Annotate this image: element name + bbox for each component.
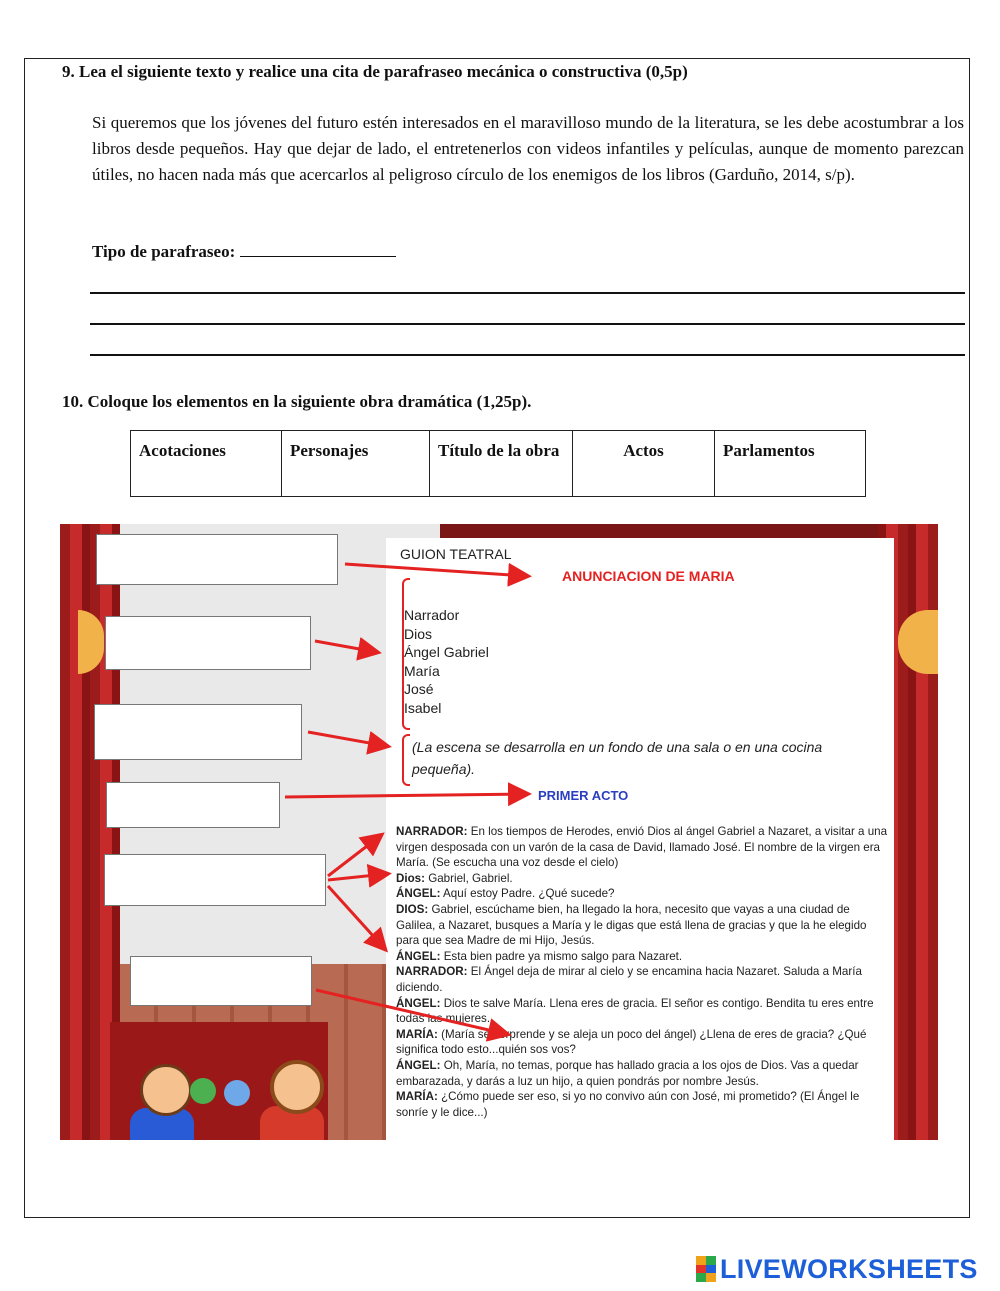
cast-item: José (404, 681, 434, 698)
elements-table (130, 430, 866, 497)
question-9-passage: Si queremos que los jóvenes del futuro estén interesados en el maravilloso mundo de la literatura, se les debe acostumbrar a los libros desde pequeños. Hay que dejar de lado, el entretenerlos con videos infantiles y películas, aunque de momento parezcan útiles, no hacen nada más que acercarlos al peligroso círculo de los enemigos de los libros (Garduño, 2014, s/p). (92, 113, 964, 184)
dialogue-line: ÁNGEL: Dios te salve María. Llena eres de gracia. El señor es contigo. Bendita tu eres entre todas las mujeres. (396, 996, 874, 1026)
arrows-overlay (60, 524, 938, 1140)
arrow (315, 641, 376, 652)
dialogue-line: ÁNGEL: Aquí estoy Padre. ¿Qué sucede? (396, 887, 615, 901)
arrow (328, 874, 386, 880)
dialogue-line: MARÍA: (María se sorprende y se aleja un poco del ángel) ¿Llena de eres de gracia? ¿Qué significa todo esto...quién sos vos? (396, 1027, 867, 1057)
arrow (308, 732, 386, 746)
script-play-title: ANUNCIACION DE MARIA (562, 568, 735, 584)
option-acotaciones[interactable]: Acotaciones (131, 431, 282, 497)
cast-item: Isabel (404, 699, 442, 716)
arrow (285, 794, 526, 797)
arrow (345, 564, 526, 576)
option-personajes[interactable]: Personajes (282, 431, 430, 497)
liveworksheets-logo-icon (696, 1256, 716, 1282)
cast-item: María (404, 662, 440, 679)
liveworksheets-logo (696, 1253, 978, 1285)
paraphrase-type-label: Tipo de parafraseo: (92, 242, 236, 261)
dialogue-line: ÁNGEL: Esta bien padre ya mismo salgo para Nazaret. (396, 949, 683, 963)
dialogue-line: NARRADOR: En los tiempos de Herodes, envió Dios al ángel Gabriel a Nazaret, a visitar a una virgen desposada con un varón de la casa de David, llamado José. El nombre de la virgen era María. (Se escucha una voz desde el cielo) (396, 825, 888, 870)
dialogue-line: MARÍA: ¿Cómo puede ser eso, si yo no convivo aún con José, mi prometido? (El Ángel le sonríe y le dice...) (396, 1090, 860, 1119)
option-parlamentos[interactable]: Parlamentos (715, 431, 866, 497)
dialogue-line: ÁNGEL: Oh, María, no temas, porque has hallado gracia a los ojos de Dios. Vas a quedar embarazada, y darás a luz un hijo, a quien pondrás por nombre Jesús. (396, 1058, 859, 1088)
paraphrase-type-blank[interactable] (240, 240, 396, 257)
question-9-title: 9. Lea el siguiente texto y realice una cita de parafraseo mecánica o constructiva (0,5p) (62, 62, 688, 81)
option-actos[interactable]: Actos (573, 431, 715, 497)
question-10-title: 10. Coloque los elementos en la siguiente obra dramática (1,25p). (62, 392, 532, 411)
cast-item: Ángel Gabriel (404, 644, 489, 661)
paraphrase-type-row (92, 240, 396, 262)
stage-direction: (La escena se desarrolla en un fondo de una sala o en una cocina pequeña). (412, 739, 823, 777)
script-heading: GUION TEATRAL (400, 546, 512, 562)
arrow (316, 990, 506, 1034)
answer-line-1[interactable] (90, 292, 965, 294)
dialogue-line: Dios: Gabriel, Gabriel. (396, 871, 513, 885)
arrow (328, 836, 380, 876)
act-label: PRIMER ACTO (538, 788, 629, 803)
brand-name: LIVEWORKSHEETS (720, 1253, 978, 1284)
dialogue-line: NARRADOR: El Ángel deja de mirar al cielo y se encamina hacia Nazaret. Saluda a María diciendo. (396, 965, 862, 994)
answer-line-3[interactable] (90, 354, 965, 356)
cast-item: Narrador (404, 607, 460, 623)
cast-item: Dios (404, 625, 433, 642)
dialogue-line: DIOS: Gabriel, escúchame bien, ha llegado la hora, necesito que vayas a una ciudad de Galilea, a Nazaret, busques a María y le digas que está llena de gracias y que la he elegido para que sea Madre de mi Hijo, Jesús. (396, 902, 867, 948)
arrow (328, 886, 384, 948)
theater-stage-image (60, 524, 938, 1140)
answer-line-2[interactable] (90, 323, 965, 325)
option-titulo[interactable]: Título de la obra (430, 431, 573, 497)
